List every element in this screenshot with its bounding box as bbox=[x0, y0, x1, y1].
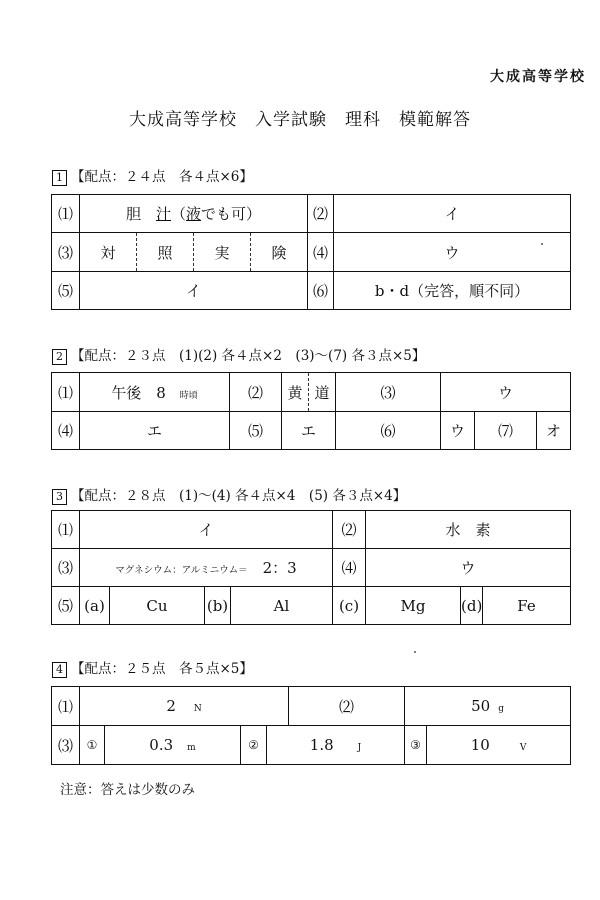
q3-answer-2: 水 素 bbox=[366, 511, 571, 549]
q1-answer-3-char: 険 bbox=[250, 233, 307, 271]
q2-answer-table bbox=[51, 372, 571, 450]
q3-answer-table bbox=[51, 510, 571, 625]
q3-label-2: ⑵ bbox=[333, 511, 366, 549]
q4-sublabel-3: ③ bbox=[405, 726, 427, 765]
q1-label-1: ⑴ bbox=[52, 195, 80, 233]
q4-answer-3-1: 0.3 m bbox=[105, 726, 241, 765]
q2-heading bbox=[52, 344, 425, 365]
q1-label-2: ⑵ bbox=[308, 195, 334, 233]
q1-answer-3 bbox=[80, 233, 308, 272]
q1-answer-3-char: 照 bbox=[136, 233, 193, 271]
q2-label-4: ⑷ bbox=[52, 412, 80, 450]
q3-label-5: ⑸ bbox=[52, 587, 80, 625]
q2-answer-2 bbox=[282, 373, 336, 412]
page-title: 大成高等学校 入学試験 理科 模範解答 bbox=[129, 110, 471, 130]
school-name: 大成高等学校 bbox=[490, 69, 586, 85]
q4-answer-table bbox=[51, 686, 571, 765]
q2-answer-2-char: 黄 bbox=[287, 383, 303, 402]
q1-label-6: ⑹ bbox=[308, 272, 334, 310]
q2-label-3: ⑶ bbox=[336, 373, 441, 412]
q2-answer-3: ウ bbox=[441, 373, 571, 412]
q3-points: 【配点：２８点 (1)〜(4) 各４点×4 (5) 各３点×4】 bbox=[71, 488, 407, 504]
q2-number-box: 2 bbox=[52, 349, 67, 365]
q3-sublabel-c: (c) bbox=[333, 587, 366, 625]
q1-answer-2: イ bbox=[334, 195, 571, 233]
q3-number-box: 3 bbox=[52, 489, 67, 505]
q3-answer-5c: Mg bbox=[366, 587, 461, 625]
q1-label-3: ⑶ bbox=[52, 233, 80, 272]
q1-number-box: 1 bbox=[52, 170, 67, 186]
q4-sublabel-2: ② bbox=[241, 726, 267, 765]
q3-ratio-value: 2：3 bbox=[262, 559, 297, 577]
q3-label-1: ⑴ bbox=[52, 511, 80, 549]
q2-label-5: ⑸ bbox=[230, 412, 282, 450]
q4-answer-1: 2 N bbox=[80, 687, 289, 726]
q1-answer-4: ウ bbox=[334, 233, 571, 272]
q1-label-5: ⑸ bbox=[52, 272, 80, 310]
q4-sublabel-1: ① bbox=[80, 726, 105, 765]
q3-label-4: ⑷ bbox=[333, 549, 366, 587]
q4-answer-2: 50 g bbox=[405, 687, 571, 726]
q3-sublabel-d: (d) bbox=[461, 587, 483, 625]
q1-points: 【配点：２４点 各４点×6】 bbox=[71, 169, 253, 185]
q2-answer-4: エ bbox=[80, 412, 230, 450]
q4-number-box: 4 bbox=[52, 662, 67, 678]
q3-answer-4: ウ bbox=[366, 549, 571, 587]
q3-answer-5a: Cu bbox=[110, 587, 205, 625]
q2-answer-1: 午後 8 時頃 bbox=[80, 373, 230, 412]
q2-points: 【配点：２３点 (1)(2) 各４点×2 (3)〜(7) 各３点×5】 bbox=[71, 348, 426, 364]
q3-answer-3 bbox=[80, 549, 333, 587]
q2-label-7: ⑺ bbox=[475, 412, 537, 450]
q2-label-1: ⑴ bbox=[52, 373, 80, 412]
q1-answer-3-char: 実 bbox=[193, 233, 250, 271]
q4-heading bbox=[52, 657, 253, 678]
scan-speck bbox=[541, 243, 543, 245]
q1-answer-5: イ bbox=[80, 272, 308, 310]
q2-answer-5: エ bbox=[282, 412, 336, 450]
q3-ratio-label: マグネシウム：アルミニウム＝ bbox=[115, 565, 248, 576]
scan-speck bbox=[414, 651, 416, 653]
q3-answer-5b: Al bbox=[231, 587, 333, 625]
q3-answer-1: イ bbox=[80, 511, 333, 549]
q3-label-3: ⑶ bbox=[52, 549, 80, 587]
q3-sublabel-a: (a) bbox=[80, 587, 110, 625]
q2-answer-6: ウ bbox=[441, 412, 475, 450]
q1-answer-3-char: 対 bbox=[100, 243, 116, 262]
footnote: 注意：答えは少数のみ bbox=[60, 782, 195, 798]
q2-answer-2-char: 道 bbox=[308, 373, 335, 411]
q4-answer-3-2: 1.8 J bbox=[267, 726, 405, 765]
q1-answer-table bbox=[51, 194, 571, 310]
q3-heading bbox=[52, 484, 406, 505]
q2-label-2: ⑵ bbox=[230, 373, 282, 412]
q1-heading bbox=[52, 165, 253, 186]
q4-label-1: ⑴ bbox=[52, 687, 80, 726]
q4-points: 【配点：２５点 各５点×5】 bbox=[71, 661, 253, 677]
q4-label-3: ⑶ bbox=[52, 726, 80, 765]
q2-label-6: ⑹ bbox=[336, 412, 441, 450]
q1-answer-1: 胆 汁（液でも可） bbox=[80, 195, 308, 233]
q4-label-2: ⑵ bbox=[289, 687, 405, 726]
q4-answer-3-3: 10 V bbox=[427, 726, 571, 765]
q2-answer-7: オ bbox=[537, 412, 571, 450]
q3-answer-5d: Fe bbox=[483, 587, 571, 625]
q3-sublabel-b: (b) bbox=[205, 587, 231, 625]
q1-label-4: ⑷ bbox=[308, 233, 334, 272]
q1-answer-6: b・d（完答，順不同） bbox=[334, 272, 571, 310]
